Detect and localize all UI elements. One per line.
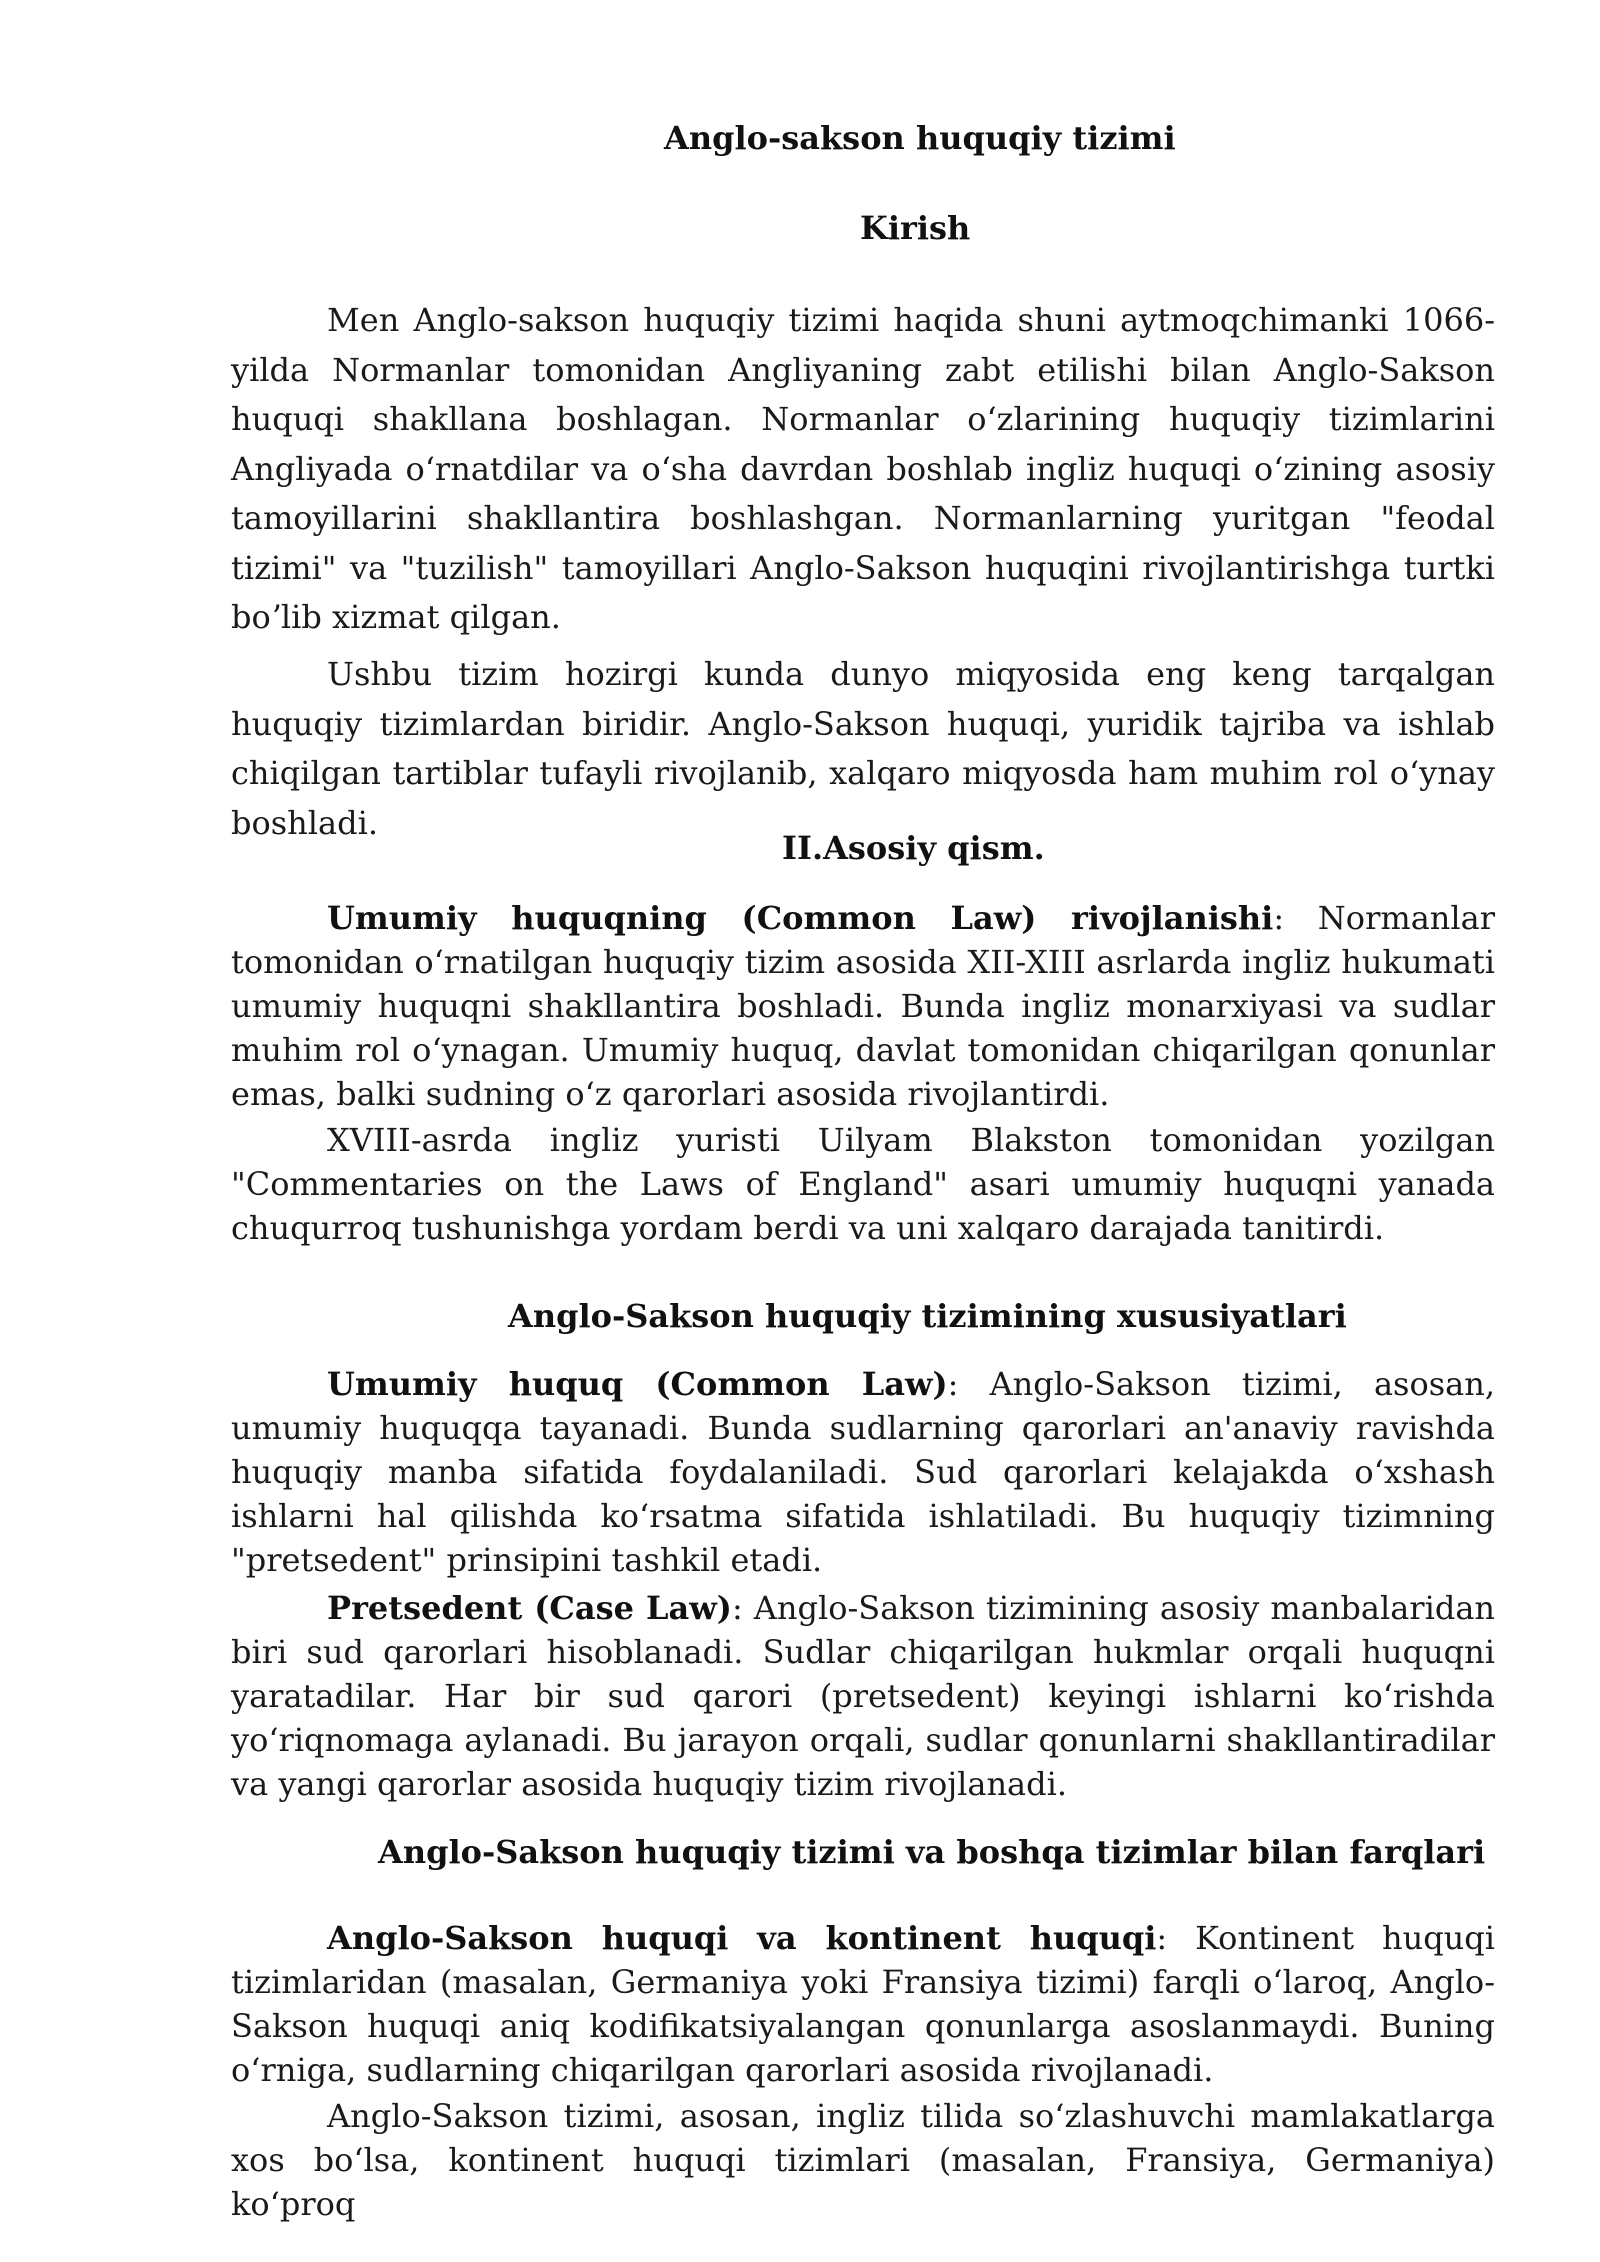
section-heading-differences: Anglo-Sakson huquqiy tizimi va boshqa tizimlar bilan farqlari (378, 1833, 1486, 1871)
term-common-law: Umumiy huquq (Common Law) (327, 1365, 948, 1403)
paragraph-intro-2: Ushbu tizim hozirgi kunda dunyo miqyosida eng keng tarqalgan huquqiy tizimlardan biridir. Anglo-Sakson huquqi, yuridik tajriba va ishlab chiqilgan tartiblar tufayli rivojlanib, xalqaro miqyosda ham muhim rol oʻynay boshladi. (231, 655, 1495, 842)
paragraph-text: : Anglo-Sakson tizimi, asosan, umumiy huquqqa tayanadi. Bunda sudlarning qarorlari an'anaviy ravishda huquqiy manba sifatida foydalaniladi. Sud qarorlari kelajakda oʻxshash ishlarni hal qilishda koʻrsatma sifatida ishlatiladi. Bu huquqiy tizimning "pretsedent" prinsipini tashkil etadi. (231, 1365, 1496, 1579)
paragraph-continental-law (231, 1916, 1495, 2092)
paragraph-text: : Anglo-Sakson tizimining asosiy manbalaridan biri sud qarorlari hisoblanadi. Sudlar chiqarilgan hukmlar orqali huquqni yaratadilar. Har bir sud qarori (pretsedent) keyingi ishlarni koʻrishda yoʻriqnomaga aylanadi. Bu jarayon orqali, sudlar qonunlarni shakllantiradilar va yangi qarorlar asosida huquqiy tizim rivojlanadi. (231, 1589, 1496, 1803)
document-title: Anglo-sakson huquqiy tizimi (664, 119, 1176, 157)
section-heading-features: Anglo-Sakson huquqiy tizimining xususiyatlari (508, 1297, 1347, 1335)
paragraph-common-law (231, 1362, 1495, 1582)
paragraph-english-speaking: Anglo-Sakson tizimi, asosan, ingliz tilida soʻzlashuvchi mamlakatlarga xos boʻlsa, kontinent huquqi tizimlari (masalan, Fransiya, Germaniya) koʻproq (231, 2097, 1495, 2223)
term-continental-law: Anglo-Sakson huquqi va kontinent huquqi (327, 1919, 1157, 1957)
section-heading-intro: Kirish (860, 209, 971, 247)
paragraph-blackstone: XVIII-asrda ingliz yuristi Uilyam Blakston tomonidan yozilgan "Commentaries on the Laws of England" asari umumiy huquqni yanada chuqurroq tushunishga yordam berdi va uni xalqaro darajada tanitirdi. (231, 1121, 1495, 1247)
term-common-law-development: Umumiy huquqning (Common Law) rivojlanishi (327, 899, 1274, 937)
term-case-law: Pretsedent (Case Law) (327, 1589, 732, 1627)
paragraph-case-law (231, 1586, 1495, 1806)
paragraph-intro-1: Men Anglo-sakson huquqiy tizimi haqida shuni aytmoqchimanki 1066-yilda Normanlar tomonidan Angliyaning zabt etilishi bilan Anglo-Sakson huquqi shakllana boshlagan. Normanlar oʻzlarining huquqiy tizimlarini Angliyada oʻrnatdilar va oʻsha davrdan boshlab ingliz huquqi oʻzining asosiy tamoyillarini shakllantira boshlashgan. Normanlarning yuritgan "feodal tizimi" va "tuzilish" tamoyillari Anglo-Sakson huquqini rivojlantirishga turtki boʼlib xizmat qilgan. (231, 301, 1495, 636)
section-heading-main: II.Asosiy qism. (782, 829, 1045, 867)
paragraph-common-law-development (231, 896, 1495, 1116)
paragraph-text: : Normanlar tomonidan oʻrnatilgan huquqiy tizim asosida XII-XIII asrlarda ingliz hukumati umumiy huquqni shakllantira boshladi. Bunda ingliz monarxiyasi va sudlar muhim rol oʻynagan. Umumiy huquq, davlat tomonidan chiqarilgan qonunlar emas, balki sudning oʻz qarorlari asosida rivojlantirdi. (231, 899, 1496, 1113)
paragraph-text: : Kontinent huquqi tizimlaridan (masalan, Germaniya yoki Fransiya tizimi) farqli oʻlaroq, Anglo-Sakson huquqi aniq kodifikatsiyalangan qonunlarga asoslanmaydi. Buning oʻrniga, sudlarning chiqarilgan qarorlari asosida rivojlanadi. (231, 1919, 1496, 2089)
